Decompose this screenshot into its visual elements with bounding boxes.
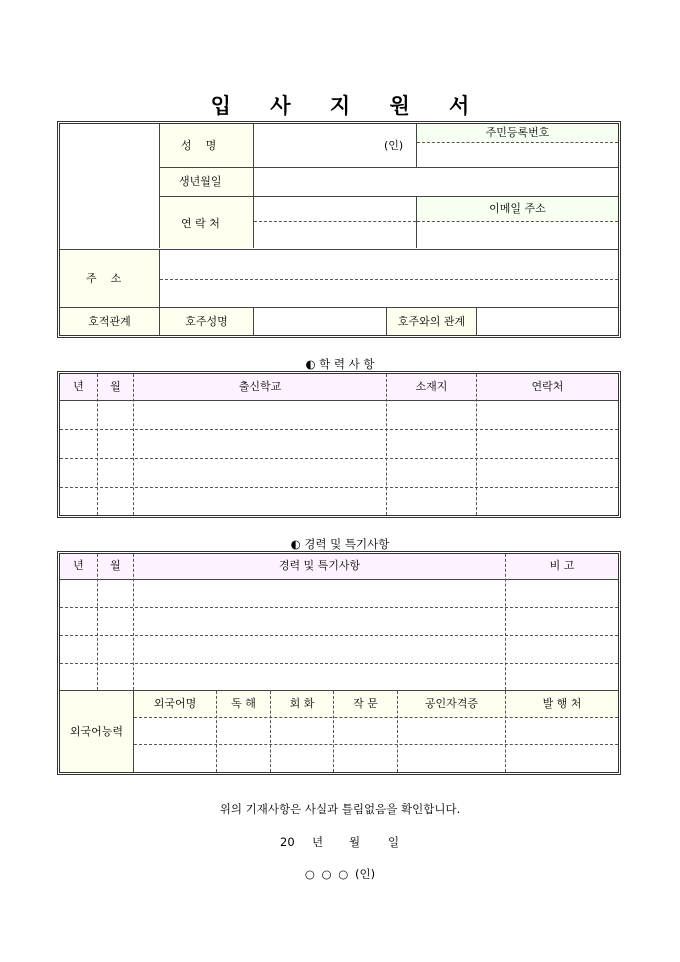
date-month: 월 <box>349 835 361 849</box>
resident-number-label: 주민등록번호 <box>485 126 550 139</box>
lang-col-certificate: 공인자격증 <box>424 697 479 710</box>
edu-col-contact: 연락처 <box>531 380 564 393</box>
edu-col-year: 년 <box>73 380 84 393</box>
edu-col-month: 월 <box>110 380 121 393</box>
career-col-remarks: 비 고 <box>549 559 575 572</box>
date-day: 일 <box>388 835 400 849</box>
language-ability-label: 외국어능력 <box>69 725 124 738</box>
confirmation-statement: 위의 기재사항은 사실과 틀림없음을 확인합니다. <box>219 802 461 816</box>
career-col-month: 월 <box>110 559 121 572</box>
edu-col-location: 소재지 <box>415 380 448 393</box>
name-label: 성 명 <box>181 139 217 152</box>
household-head-name-label: 호주성명 <box>185 315 228 328</box>
lang-col-reading: 독 해 <box>231 697 256 710</box>
career-col-details: 경력 및 특기사항 <box>278 559 361 572</box>
edu-col-school: 출신학교 <box>238 380 282 393</box>
applicant-signature: ○ ○ ○ (인) <box>304 867 376 881</box>
career-col-year: 년 <box>73 559 84 572</box>
household-head-relation-label: 호주와의 관계 <box>397 315 466 328</box>
education-section-title: ◐ 학 력 사 항 <box>305 357 375 371</box>
date-year: 년 <box>312 835 324 849</box>
lang-col-name: 외국어명 <box>153 697 197 710</box>
family-relation-label: 호적관계 <box>88 315 131 328</box>
seal-mark: (인) <box>384 139 404 152</box>
lang-col-writing: 작 문 <box>353 697 378 710</box>
contact-label: 연 락 처 <box>181 217 220 230</box>
career-section-title: ◐ 경력 및 특기사항 <box>290 537 390 551</box>
address-label: 주 소 <box>86 272 122 285</box>
lang-col-speaking: 회 화 <box>289 697 315 710</box>
email-label: 이메일 주소 <box>489 202 546 215</box>
lang-col-issuer: 발 행 처 <box>542 697 582 710</box>
page-title: 입 사 지 원 서 <box>210 93 486 118</box>
date-year-prefix: 20 <box>280 835 295 849</box>
birth-date-label: 생년월일 <box>179 175 222 188</box>
